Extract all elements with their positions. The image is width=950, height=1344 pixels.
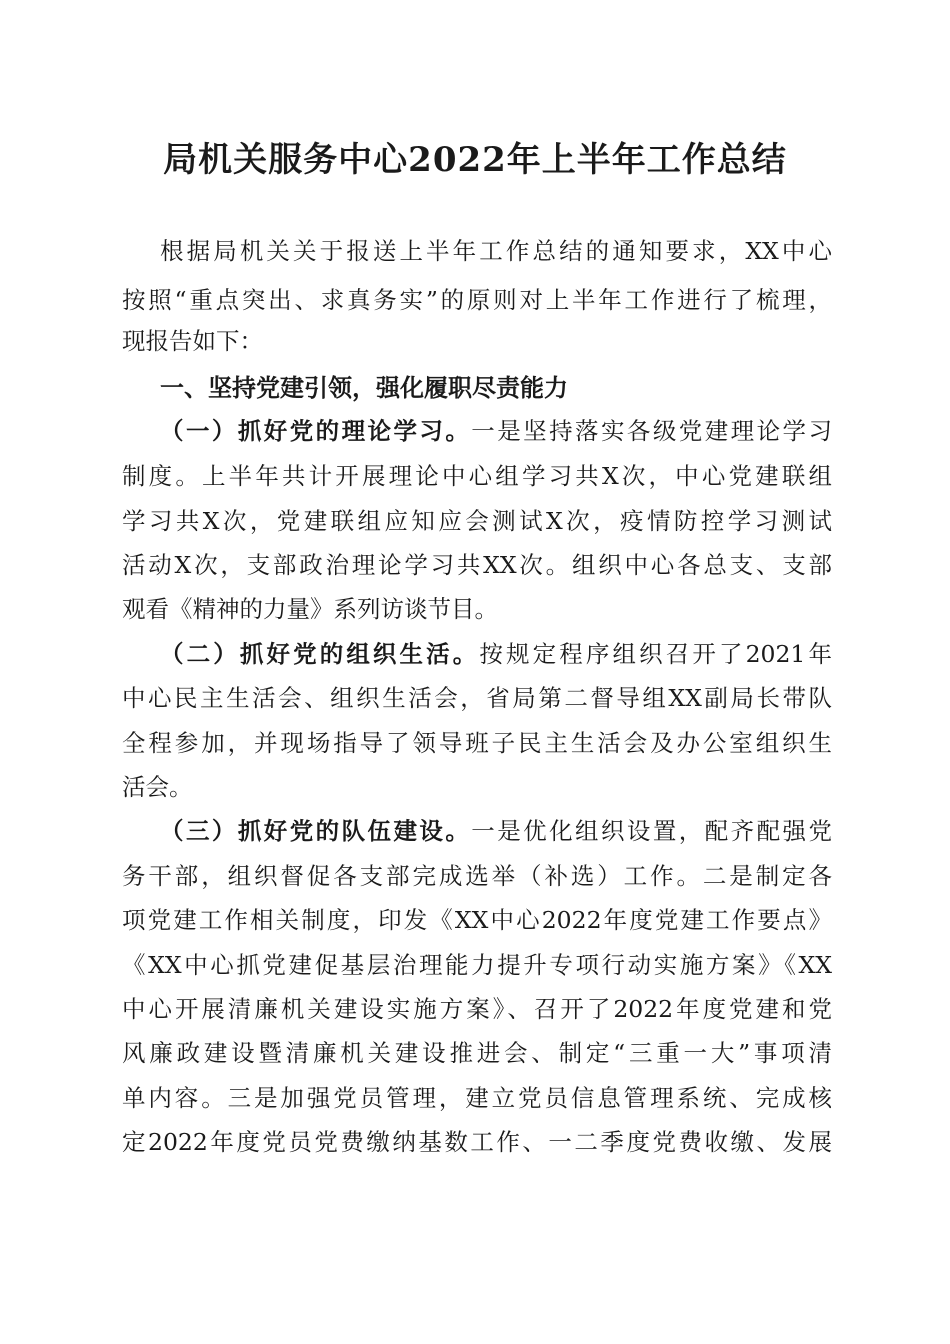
p3-line-3: 项党建工作相关制度，印发《XX中心2022年度党建工作要点》	[122, 906, 832, 934]
p1-line-1	[160, 410, 832, 452]
p3-first-rest: 一是优化组织设置，配齐配强党	[471, 817, 833, 845]
p2-line-1	[160, 633, 832, 675]
p2-line-3: 全程参加，并现场指导了领导班子民主生活会及办公室组织生	[122, 729, 832, 757]
p3-line-1	[160, 810, 832, 852]
intro-line-2: 按照“重点突出、求真务实”的原则对上半年工作进行了梳理，	[122, 286, 832, 314]
p2-lead: （二）抓好党的组织生活。	[160, 640, 480, 668]
p3-line-5: 中心开展清廉机关建设实施方案》、召开了2022年度党建和党	[122, 995, 832, 1023]
p3-line-2: 务干部，组织督促各支部完成选举（补选）工作。二是制定各	[122, 862, 832, 890]
document-title: 局机关服务中心2022年上半年工作总结	[163, 140, 787, 180]
p2-line-2: 中心民主生活会、组织生活会，省局第二督导组XX副局长带队	[122, 684, 832, 712]
intro-line-3: 现报告如下：	[122, 327, 263, 355]
p3-line-6: 风廉政建设暨清廉机关建设推进会、制定“三重一大”事项清	[122, 1039, 832, 1067]
p2-first-rest: 按规定程序组织召开了2021年	[479, 640, 832, 668]
p3-lead: （三）抓好党的队伍建设。	[160, 817, 472, 845]
p1-line-2: 制度。上半年共计开展理论中心组学习共X次，中心党建联组	[122, 462, 832, 490]
p1-line-5: 观看《精神的力量》系列访谈节目。	[122, 595, 498, 623]
p3-line-7: 单内容。三是加强党员管理，建立党员信息管理系统、完成核	[122, 1084, 832, 1112]
intro-line-1: 根据局机关关于报送上半年工作总结的通知要求，XX中心	[160, 237, 832, 265]
p1-first-rest: 一是坚持落实各级党建理论学习	[471, 417, 833, 445]
p3-line-4: 《XX中心抓党建促基层治理能力提升专项行动实施方案》《XX	[122, 951, 832, 979]
p2-line-4: 活会。	[122, 773, 193, 801]
p1-lead: （一）抓好党的理论学习。	[160, 417, 472, 445]
p1-line-3: 学习共X次，党建联组应知应会测试X次，疫情防控学习测试	[122, 507, 832, 535]
p3-line-8: 定2022年度党员党费缴纳基数工作、一二季度党费收缴、发展	[122, 1128, 832, 1156]
p1-line-4: 活动X次，支部政治理论学习共XX次。组织中心各总支、支部	[122, 551, 832, 579]
section-1-heading: 一、坚持党建引领，强化履职尽责能力	[160, 374, 568, 402]
